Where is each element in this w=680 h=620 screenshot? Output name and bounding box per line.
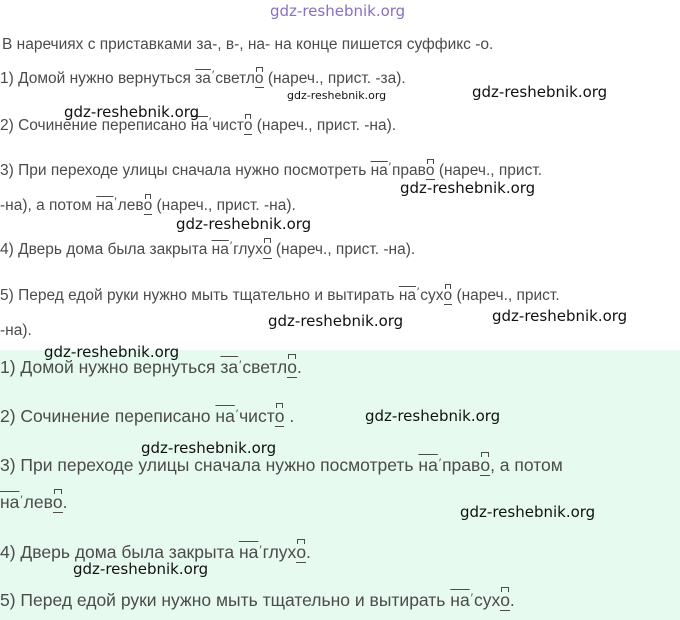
watermark: gdz-reshebnik.org bbox=[73, 560, 209, 578]
watermark: gdz-reshebnik.org bbox=[460, 503, 596, 521]
sentence-4: 4) Дверь дома была закрыта на′глухо (нареч., прист. -на). bbox=[0, 239, 416, 258]
watermark: gdz-reshebnik.org bbox=[365, 407, 501, 425]
watermark: gdz-reshebnik.org bbox=[44, 343, 180, 361]
top-watermark: gdz-reshebnik.org bbox=[270, 2, 406, 20]
sentence-2: 2) Сочинение переписано на′чисто (нареч., прист. -на). bbox=[0, 115, 397, 134]
answer-sentence-3: 3) При переходе улицы сначала нужно посмотреть на′право, а потом bbox=[0, 455, 563, 475]
sentence-5: 5) Перед едой руки нужно мыть тщательно и вытирать на′сухо (нареч., прист. bbox=[0, 285, 560, 304]
watermark: gdz-reshebnik.org bbox=[176, 215, 312, 233]
rule-text: В наречиях с приставками за-, в-, на- на конце пишется суффикс -о. bbox=[2, 36, 494, 53]
watermark: gdz-reshebnik.org bbox=[268, 312, 404, 330]
sentence-3: 3) При переходе улицы сначала нужно посмотреть на′право (нареч., прист. bbox=[0, 160, 543, 179]
sentence-1: 1) Домой нужно вернуться за′светло (нареч., прист. -за). bbox=[0, 68, 406, 87]
answer-sentence-2: 2) Сочинение переписано на′чисто . bbox=[0, 406, 295, 426]
watermark: gdz-reshebnik.org bbox=[141, 439, 277, 457]
sentence-5-continued: -на). bbox=[0, 322, 32, 339]
watermark: gdz-reshebnik.org bbox=[64, 103, 200, 121]
watermark: gdz-reshebnik.org bbox=[472, 83, 608, 101]
answer-sentence-5: 5) Перед едой руки нужно мыть тщательно и вытирать на′сухо. bbox=[0, 590, 515, 610]
watermark: gdz-reshebnik.org bbox=[400, 179, 536, 197]
answer-sentence-4: 4) Дверь дома была закрыта на′глухо. bbox=[0, 542, 311, 562]
watermark: gdz-reshebnik.org bbox=[492, 307, 628, 325]
answer-background bbox=[0, 350, 680, 620]
answer-sentence-1: 1) Домой нужно вернуться за′светло. bbox=[0, 357, 302, 377]
sentence-3-continued: -на), а потом на′лево (нареч., прист. -на). bbox=[0, 195, 296, 214]
watermark: gdz-reshebnik.org bbox=[287, 89, 387, 102]
answer-sentence-3-continued: на′лево. bbox=[0, 492, 68, 512]
